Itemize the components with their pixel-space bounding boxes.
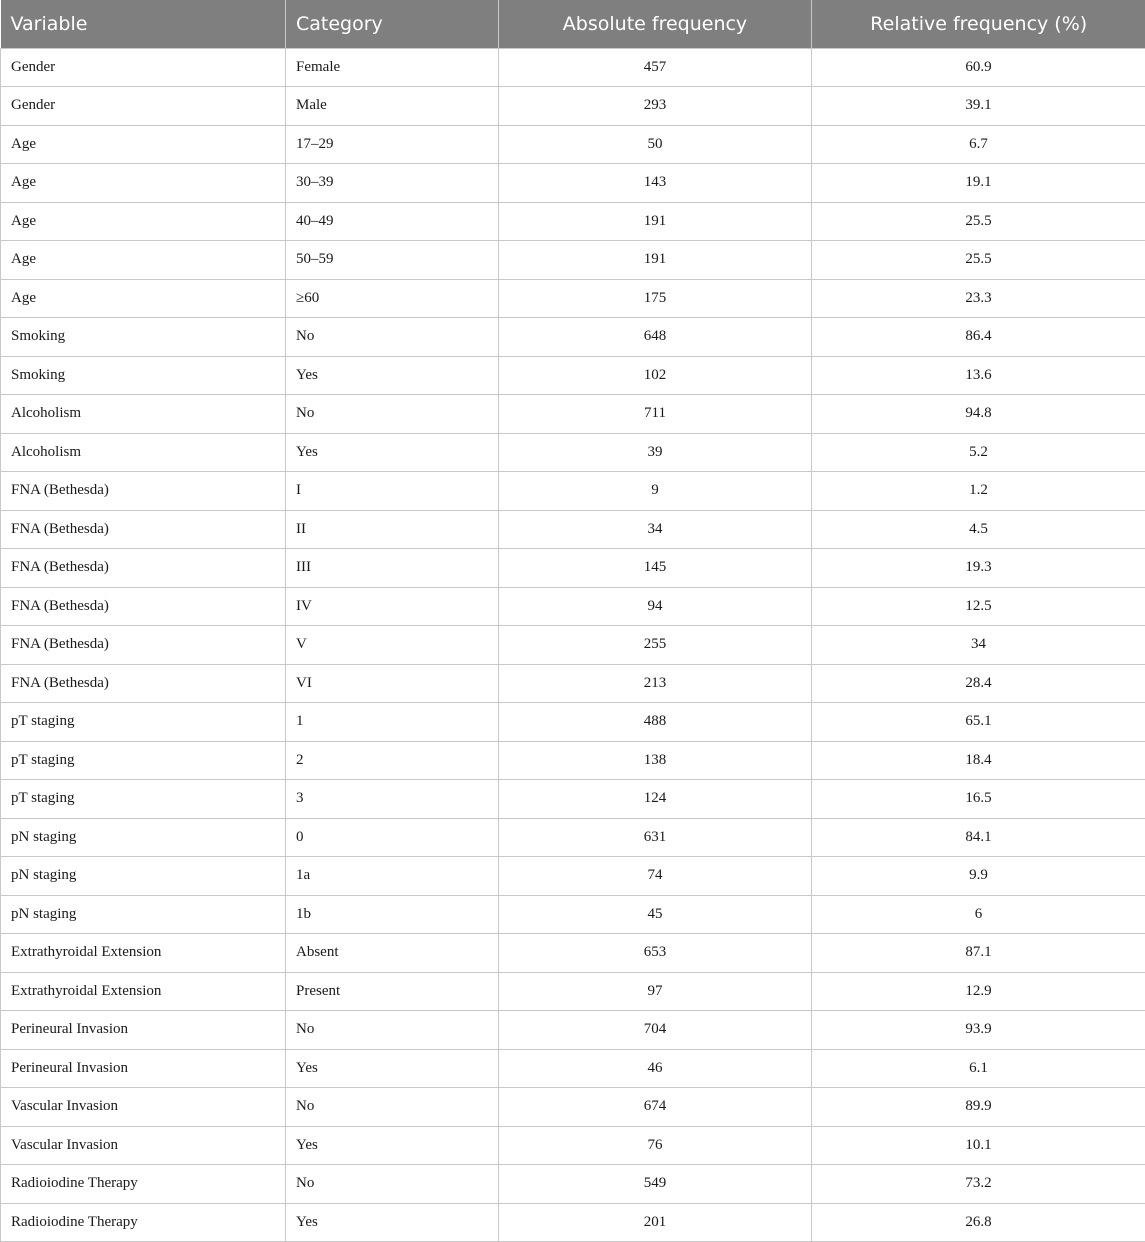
cell-absolute-frequency: 175 (499, 279, 812, 318)
cell-variable: Vascular Invasion (1, 1126, 286, 1165)
cell-absolute-frequency: 293 (499, 87, 812, 126)
cell-category: Female (286, 48, 499, 87)
cell-relative-frequency: 6 (812, 895, 1145, 934)
cell-category: Yes (286, 433, 499, 472)
table-row (1, 510, 1145, 549)
cell-absolute-frequency: 488 (499, 703, 812, 742)
cell-absolute-frequency: 648 (499, 318, 812, 357)
cell-variable: Gender (1, 87, 286, 126)
cell-absolute-frequency: 50 (499, 125, 812, 164)
cell-variable: Alcoholism (1, 433, 286, 472)
cell-variable: Perineural Invasion (1, 1011, 286, 1050)
cell-relative-frequency: 6.7 (812, 125, 1145, 164)
cell-absolute-frequency: 97 (499, 972, 812, 1011)
table-row (1, 818, 1145, 857)
cell-absolute-frequency: 549 (499, 1165, 812, 1204)
cell-category: 50–59 (286, 241, 499, 280)
table-row (1, 164, 1145, 203)
cell-variable: Radioiodine Therapy (1, 1203, 286, 1242)
cell-category: I (286, 472, 499, 511)
cell-relative-frequency: 87.1 (812, 934, 1145, 973)
cell-variable: Extrathyroidal Extension (1, 972, 286, 1011)
cell-absolute-frequency: 9 (499, 472, 812, 511)
cell-variable: FNA (Bethesda) (1, 549, 286, 588)
header-absolute-frequency: Absolute frequency (499, 0, 812, 48)
cell-variable: Vascular Invasion (1, 1088, 286, 1127)
header-category: Category (286, 0, 499, 48)
cell-variable: Extrathyroidal Extension (1, 934, 286, 973)
cell-category: 30–39 (286, 164, 499, 203)
cell-absolute-frequency: 674 (499, 1088, 812, 1127)
cell-absolute-frequency: 46 (499, 1049, 812, 1088)
table-row (1, 395, 1145, 434)
cell-category: 40–49 (286, 202, 499, 241)
cell-absolute-frequency: 201 (499, 1203, 812, 1242)
cell-relative-frequency: 93.9 (812, 1011, 1145, 1050)
cell-category: 1b (286, 895, 499, 934)
cell-relative-frequency: 94.8 (812, 395, 1145, 434)
table-header (1, 0, 1145, 48)
cell-category: No (286, 395, 499, 434)
cell-variable: Smoking (1, 318, 286, 357)
cell-absolute-frequency: 653 (499, 934, 812, 973)
cell-variable: pN staging (1, 818, 286, 857)
cell-absolute-frequency: 102 (499, 356, 812, 395)
cell-category: 3 (286, 780, 499, 819)
cell-variable: pT staging (1, 703, 286, 742)
cell-relative-frequency: 16.5 (812, 780, 1145, 819)
cell-category: No (286, 1165, 499, 1204)
cell-variable: Age (1, 125, 286, 164)
table-row (1, 780, 1145, 819)
cell-absolute-frequency: 191 (499, 202, 812, 241)
cell-category: Present (286, 972, 499, 1011)
cell-absolute-frequency: 255 (499, 626, 812, 665)
table-row (1, 741, 1145, 780)
cell-category: Male (286, 87, 499, 126)
table-row (1, 857, 1145, 896)
cell-category: No (286, 318, 499, 357)
cell-category: 17–29 (286, 125, 499, 164)
header-row (1, 0, 1145, 48)
table-row (1, 87, 1145, 126)
table-row (1, 1011, 1145, 1050)
table-row (1, 587, 1145, 626)
header-relative-frequency: Relative frequency (%) (812, 0, 1145, 48)
cell-variable: Alcoholism (1, 395, 286, 434)
cell-variable: Gender (1, 48, 286, 87)
cell-variable: Age (1, 164, 286, 203)
cell-relative-frequency: 13.6 (812, 356, 1145, 395)
table-row (1, 703, 1145, 742)
table-row (1, 125, 1145, 164)
cell-absolute-frequency: 704 (499, 1011, 812, 1050)
table-row (1, 279, 1145, 318)
cell-category: VI (286, 664, 499, 703)
table-row (1, 202, 1145, 241)
table-row (1, 48, 1145, 87)
cell-absolute-frequency: 39 (499, 433, 812, 472)
cell-relative-frequency: 26.8 (812, 1203, 1145, 1242)
cell-relative-frequency: 86.4 (812, 318, 1145, 357)
table-body (1, 48, 1145, 1242)
cell-absolute-frequency: 711 (499, 395, 812, 434)
cell-relative-frequency: 25.5 (812, 202, 1145, 241)
table-row (1, 472, 1145, 511)
cell-relative-frequency: 25.5 (812, 241, 1145, 280)
table-row (1, 972, 1145, 1011)
table-row (1, 895, 1145, 934)
cell-absolute-frequency: 143 (499, 164, 812, 203)
cell-variable: Radioiodine Therapy (1, 1165, 286, 1204)
cell-variable: pN staging (1, 895, 286, 934)
cell-variable: pN staging (1, 857, 286, 896)
cell-category: Yes (286, 356, 499, 395)
cell-relative-frequency: 5.2 (812, 433, 1145, 472)
cell-absolute-frequency: 631 (499, 818, 812, 857)
cell-absolute-frequency: 34 (499, 510, 812, 549)
cell-category: Yes (286, 1203, 499, 1242)
cell-variable: pT staging (1, 780, 286, 819)
cell-category: III (286, 549, 499, 588)
table-row (1, 318, 1145, 357)
cell-relative-frequency: 12.9 (812, 972, 1145, 1011)
table-row (1, 664, 1145, 703)
cell-absolute-frequency: 94 (499, 587, 812, 626)
table-row (1, 934, 1145, 973)
table-row (1, 356, 1145, 395)
cell-absolute-frequency: 213 (499, 664, 812, 703)
cell-relative-frequency: 19.1 (812, 164, 1145, 203)
cell-absolute-frequency: 124 (499, 780, 812, 819)
cell-relative-frequency: 19.3 (812, 549, 1145, 588)
table-row (1, 1203, 1145, 1242)
table-row (1, 626, 1145, 665)
cell-relative-frequency: 6.1 (812, 1049, 1145, 1088)
cell-category: II (286, 510, 499, 549)
cell-relative-frequency: 18.4 (812, 741, 1145, 780)
cell-category: 1a (286, 857, 499, 896)
cell-category: V (286, 626, 499, 665)
cell-absolute-frequency: 191 (499, 241, 812, 280)
table-row (1, 549, 1145, 588)
cell-relative-frequency: 39.1 (812, 87, 1145, 126)
cell-variable: FNA (Bethesda) (1, 510, 286, 549)
cell-variable: Age (1, 279, 286, 318)
cell-category: ≥60 (286, 279, 499, 318)
cell-absolute-frequency: 457 (499, 48, 812, 87)
cell-category: Yes (286, 1049, 499, 1088)
cell-relative-frequency: 28.4 (812, 664, 1145, 703)
cell-variable: FNA (Bethesda) (1, 472, 286, 511)
cell-relative-frequency: 9.9 (812, 857, 1145, 896)
cell-relative-frequency: 34 (812, 626, 1145, 665)
cell-variable: Smoking (1, 356, 286, 395)
cell-relative-frequency: 60.9 (812, 48, 1145, 87)
table-row (1, 1049, 1145, 1088)
cell-category: IV (286, 587, 499, 626)
cell-absolute-frequency: 145 (499, 549, 812, 588)
cell-category: Yes (286, 1126, 499, 1165)
cell-variable: FNA (Bethesda) (1, 664, 286, 703)
cell-relative-frequency: 89.9 (812, 1088, 1145, 1127)
cell-category: 0 (286, 818, 499, 857)
cell-relative-frequency: 10.1 (812, 1126, 1145, 1165)
cell-variable: Perineural Invasion (1, 1049, 286, 1088)
cell-relative-frequency: 65.1 (812, 703, 1145, 742)
cell-absolute-frequency: 45 (499, 895, 812, 934)
cell-relative-frequency: 23.3 (812, 279, 1145, 318)
cell-relative-frequency: 84.1 (812, 818, 1145, 857)
cell-category: Absent (286, 934, 499, 973)
cell-relative-frequency: 73.2 (812, 1165, 1145, 1204)
cell-category: No (286, 1011, 499, 1050)
cell-relative-frequency: 12.5 (812, 587, 1145, 626)
header-variable: Variable (1, 0, 286, 48)
cell-absolute-frequency: 76 (499, 1126, 812, 1165)
cell-relative-frequency: 4.5 (812, 510, 1145, 549)
cell-absolute-frequency: 74 (499, 857, 812, 896)
cell-category: 2 (286, 741, 499, 780)
cell-absolute-frequency: 138 (499, 741, 812, 780)
cell-category: No (286, 1088, 499, 1127)
table-row (1, 1126, 1145, 1165)
table-row (1, 241, 1145, 280)
cell-variable: FNA (Bethesda) (1, 626, 286, 665)
cell-variable: pT staging (1, 741, 286, 780)
cell-variable: Age (1, 202, 286, 241)
cell-variable: FNA (Bethesda) (1, 587, 286, 626)
table-row (1, 433, 1145, 472)
cell-variable: Age (1, 241, 286, 280)
table-row (1, 1088, 1145, 1127)
cell-relative-frequency: 1.2 (812, 472, 1145, 511)
table-row (1, 1165, 1145, 1204)
cell-category: 1 (286, 703, 499, 742)
